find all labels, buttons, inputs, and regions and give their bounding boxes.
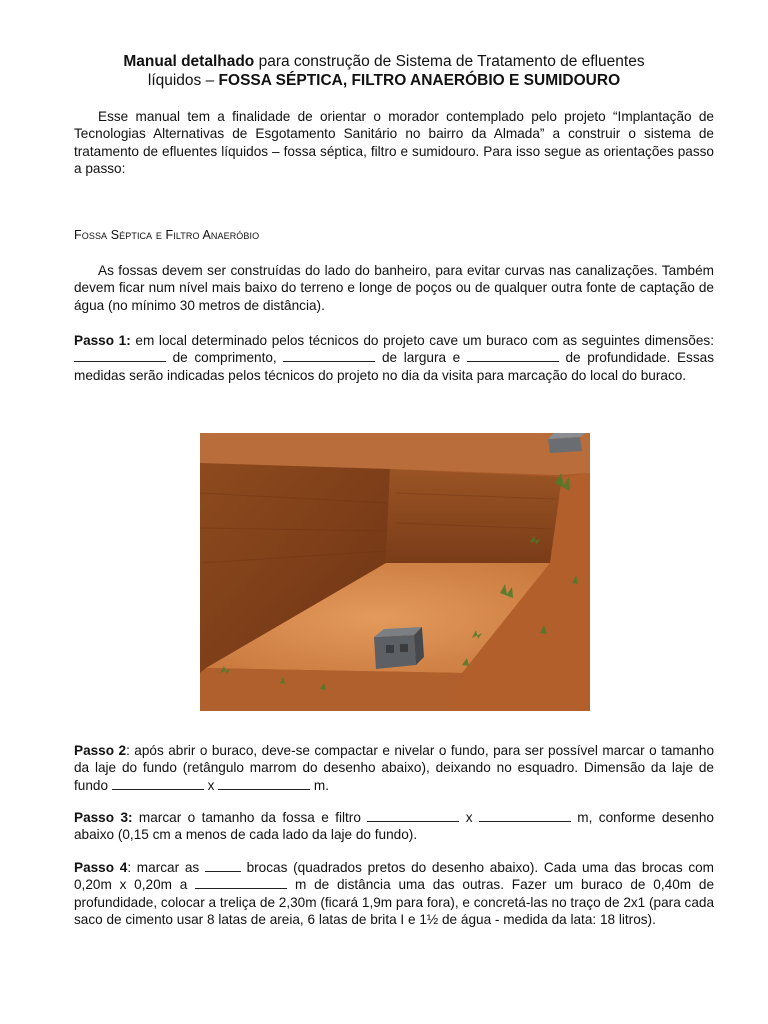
step2-dim1-blank[interactable]	[112, 778, 204, 790]
step3-label: Passo 3:	[74, 810, 133, 825]
step2-text-b: x	[203, 777, 219, 793]
step1-text-a: em local determinado pelos técnicos do projeto cave um buraco com as seguintes dimensões:	[130, 333, 714, 348]
step1-text-c: de largura e	[375, 350, 467, 366]
step4-paragraph	[74, 859, 714, 928]
step3-text-a: marcar o tamanho da fossa e filtro	[132, 810, 368, 825]
step4-distance-blank[interactable]	[195, 877, 287, 889]
title-bold-1: Manual detalhado	[123, 53, 255, 70]
title-text-2: líquidos –	[147, 72, 219, 89]
step4-label: Passo 4	[74, 860, 128, 875]
excavation-photo-image	[200, 433, 590, 711]
step3-dim1-blank[interactable]	[367, 810, 459, 822]
step2-dim2-blank[interactable]	[218, 778, 310, 790]
title-bold-2: FOSSA SÉPTICA, FILTRO ANAERÓBIO E SUMIDOURO	[218, 72, 621, 89]
step4-text-c: m de distância uma das outras. Fazer um buraco de 0,40m de profundidade, colocar a treliça de 2,30m (ficará 1,9m para fora), e concretá-las no traço de 2x1 (para cada saco de cimento usar 8 latas de areia, 6 latas de brita I e 1½ de água - medida da lata: 18 litros).	[74, 877, 715, 927]
step3-text-c: m, conforme desenho abaixo (0,15 cm a menos de cada lado da laje do fundo).	[74, 810, 714, 843]
step1-length-blank[interactable]	[74, 350, 166, 362]
intro-paragraph: Esse manual tem a finalidade de orientar o morador contemplado pelo projeto “Implantação de Tecnologias Alternativas de Esgotamento Sanitário no bairro da Almada” a construir o sistema de tratamento de efluentes líquidos – fossa séptica, filtro e sumidouro. Para isso segue as orientações passo a passo:	[74, 109, 714, 176]
document-title	[60, 52, 708, 90]
excavation-photo	[200, 433, 590, 711]
step2-label: Passo 2	[74, 743, 127, 758]
section-heading: Fossa Séptica e Filtro Anaeróbio	[74, 228, 260, 242]
step3-dim2-blank[interactable]	[479, 810, 571, 822]
step2-text-a: : após abrir o buraco, deve-se compactar e nivelar o fundo, para ser possível marcar o tamanho da laje do fundo (retângulo marrom do desenho abaixo), deixando no esquadro. Dimensão da laje de fundo	[74, 743, 715, 793]
step1-width-blank[interactable]	[283, 350, 375, 362]
step1-paragraph	[74, 332, 714, 384]
step1-depth-blank[interactable]	[467, 350, 559, 362]
step1-label: Passo 1:	[74, 333, 131, 348]
step4-text-b: brocas (quadrados pretos do desenho abaixo). Cada uma das brocas com 0,20m x 0,20m a	[74, 860, 715, 893]
step4-count-blank[interactable]	[205, 860, 241, 872]
title-text-1: para construção de Sistema de Tratamento de efluentes	[254, 53, 645, 70]
location-paragraph: As fossas devem ser construídas do lado do banheiro, para evitar curvas nas canalizações. Também devem ficar num nível mais baixo do terreno e longe de poços ou de qualquer outra fonte de captação de água (no mínimo 30 metros de distância).	[74, 263, 714, 313]
step3-paragraph	[74, 809, 714, 844]
step1-text-d: de profundidade. Essas medidas serão indicadas pelos técnicos do projeto no dia da visita para marcação do local do buraco.	[74, 350, 714, 383]
step3-text-b: x	[459, 810, 479, 825]
step4-text-a: : marcar as	[127, 860, 205, 875]
step2-text-c: m.	[310, 777, 330, 793]
step1-text-b: de comprimento,	[166, 350, 284, 366]
step2-paragraph	[74, 742, 714, 794]
